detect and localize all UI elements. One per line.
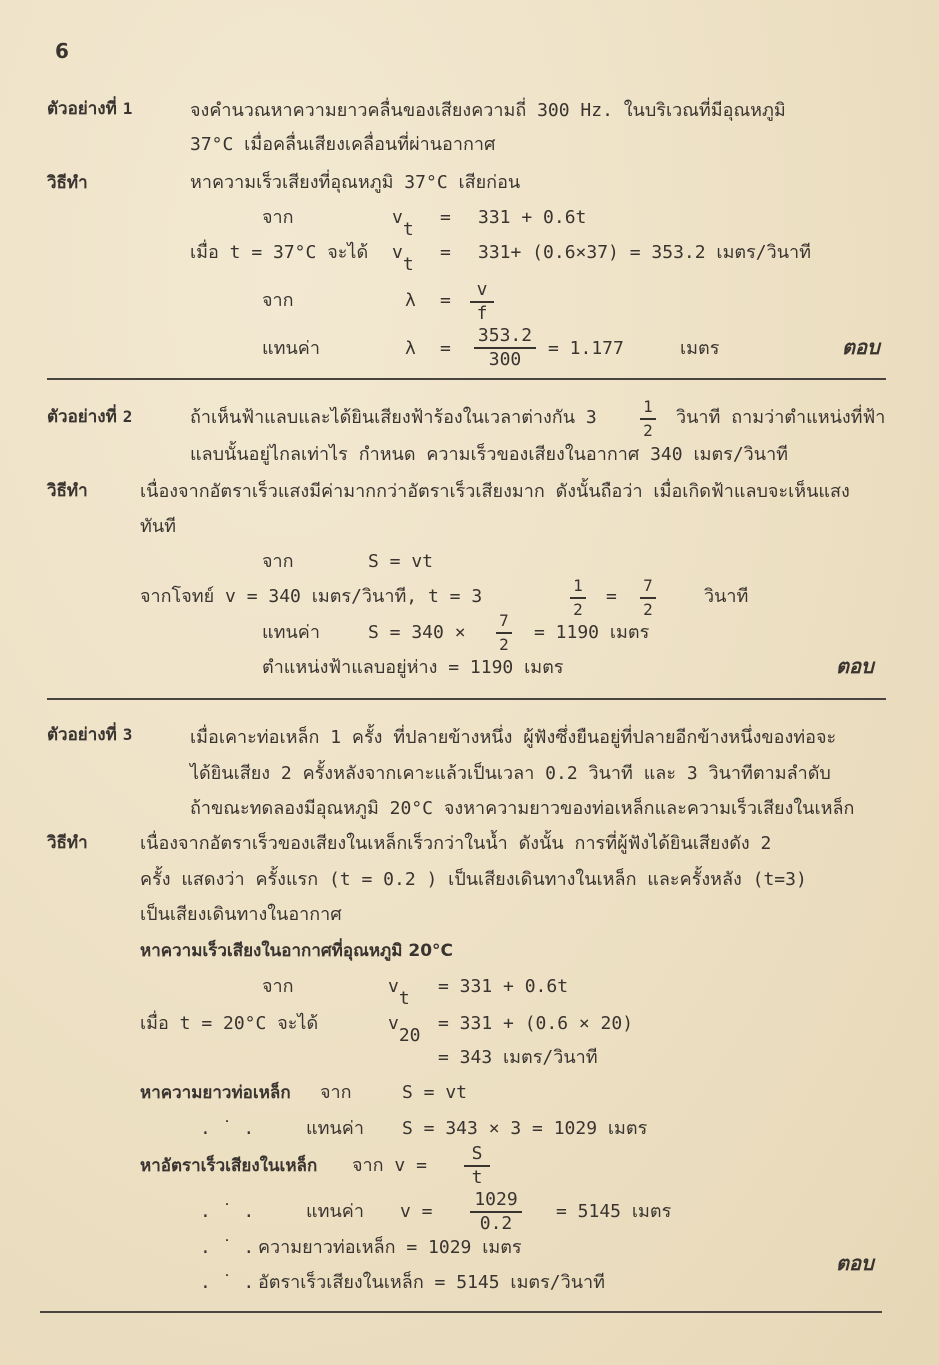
example-label-text: ตัวอย่างที่ — [47, 407, 117, 427]
ex2-given-line: จากโจทย์ v = 340 เมตร/วินาที, t = 3 — [140, 586, 483, 607]
ex2-solution-line-2: ทันที — [140, 516, 177, 537]
ex1-formula-1: 331 + 0.6t — [478, 207, 587, 228]
ex2-half-fraction-2 — [570, 576, 586, 620]
fraction-denominator: 2 — [643, 599, 653, 619]
ex1-velocity-symbol-2 — [392, 242, 414, 275]
ex3-substitute-label-2: แทนค่า — [306, 1201, 364, 1222]
ex2-question-line-1b: วินาที ถามว่าตำแหน่งที่ฟ้า — [676, 407, 886, 428]
ex2-given-unit: วินาที — [704, 586, 749, 607]
fraction-bar — [570, 597, 586, 599]
example-1-label — [47, 98, 132, 120]
ex1-question-line-2: 37°C เมื่อคลื่นเสียงเคลื่อนที่ผ่านอากาศ — [190, 134, 496, 155]
fraction-numerator: 1029 — [474, 1189, 518, 1210]
ex3-substitute-label: แทนค่า — [306, 1118, 364, 1139]
fraction-denominator: 2 — [643, 420, 653, 440]
ex1-equals-3: = — [440, 290, 451, 311]
fraction-bar — [640, 597, 656, 599]
ex1-equals-4: = — [440, 338, 451, 359]
ex1-lambda-2: λ — [405, 338, 416, 359]
ex3-fraction-s-over-t — [464, 1144, 490, 1188]
ex3-when-label: เมื่อ t = 20°C จะได้ — [140, 1013, 319, 1034]
fraction-numerator: 1 — [573, 576, 583, 595]
ex3-velocity-20-symbol — [388, 1013, 421, 1046]
fraction-numerator: v — [476, 279, 488, 300]
v-symbol: v — [388, 976, 399, 997]
fraction-denominator: 300 — [488, 348, 522, 370]
t-subscript: t — [402, 254, 414, 275]
ex3-conclusion-2: อัตราเร็วเสียงในเหล็ก = 5145 เมตร/วินาที — [258, 1272, 606, 1293]
ex1-answer-label: ตอบ — [842, 335, 880, 359]
ex1-velocity-symbol — [392, 207, 414, 240]
fraction-numerator: 7 — [499, 611, 509, 630]
fraction-numerator: S — [471, 1143, 483, 1164]
ex3-solution-label: วิธีทำ — [47, 833, 88, 853]
ex1-formula-2: 331+ (0.6×37) = 353.2 เมตร/วินาที — [478, 242, 812, 263]
example-number: 1 — [122, 99, 133, 118]
ex1-fraction-v-over-f — [470, 280, 494, 324]
ex2-seven-halves-2 — [496, 611, 512, 655]
ex1-fraction-wavelength — [474, 326, 536, 370]
ex3-from-label-2: จาก — [320, 1082, 352, 1103]
example-label-text: ตัวอย่างที่ — [47, 99, 117, 119]
ex2-question-line-1a: ถ้าเห็นฟ้าแลบและได้ยินเสียงฟ้าร้องในเวลาต่างกัน 3 — [190, 407, 597, 428]
ex2-substitute-label: แทนค่า — [262, 622, 320, 643]
fraction-numerator: 353.2 — [477, 325, 533, 346]
ex2-solution-line-1: เนื่องจากอัตราเร็วแสงมีค่ามากกว่าอัตราเร็วเสียงมาก ดังนั้นถือว่า เมื่อเกิดฟ้าแลบจะเห็นแสง — [140, 481, 850, 502]
v-symbol: v — [392, 242, 403, 263]
ex3-question-line-1: เมื่อเคาะท่อเหล็ก 1 ครั้ง ที่ปลายข้างหนึ่ง ผู้ฟังซึ่งยืนอยู่ที่ปลายอีกข้างหนึ่งของท่อจะ — [190, 727, 837, 748]
ex3-answer-label: ตอบ — [836, 1251, 874, 1275]
ex3-formula-2: = 331 + (0.6 × 20) — [438, 1013, 634, 1034]
ex1-equals: = — [440, 207, 451, 228]
t-subscript: t — [402, 219, 414, 240]
ex2-half-fraction — [640, 397, 656, 441]
example-3-label — [47, 724, 132, 746]
example-label-text: ตัวอย่างที่ — [47, 725, 117, 745]
ex3-question-line-2: ได้ยินเสียง 2 ครั้งหลังจากเคาะแล้วเป็นเวลา 0.2 วินาที และ 3 วินาทีตามลำดับ — [190, 763, 831, 784]
ex1-solution-label: วิธีทำ — [47, 173, 88, 193]
ex3-solution-line-2: ครั้ง แสดงว่า ครั้งแรก (t = 0.2 ) เป็นเสียงเดินทางในเหล็ก และครั้งหลัง (t=3) — [140, 869, 807, 890]
divider-1 — [47, 378, 886, 380]
therefore-symbol-2: . ˙ . — [200, 1201, 255, 1222]
ex3-from-label-3: จาก v = — [352, 1155, 427, 1176]
fraction-bar — [640, 418, 656, 420]
ex2-position-line: ตำแหน่งฟ้าแลบอยู่ห่าง = 1190 เมตร — [262, 657, 564, 678]
ex1-question-line-1: จงคำนวณหาความยาวคลื่นของเสียงความถี่ 300 Hz. ในบริเวณที่มีอุณหภูมิ — [190, 100, 786, 121]
ex3-heading-air-speed: หาความเร็วเสียงในอากาศที่อุณหภูมิ 20°C — [140, 941, 454, 961]
therefore-symbol: . ˙ . — [200, 1118, 255, 1139]
ex3-formula-4: S = vt — [402, 1082, 468, 1103]
ex3-heading-steel-speed: หาอัตราเร็วเสียงในเหล็ก — [140, 1156, 318, 1176]
ex2-question-line-2: แลบนั้นอยู่ไกลเท่าไร กำหนด ความเร็วของเสียงในอากาศ 340 เมตร/วินาที — [190, 444, 789, 465]
ex3-formula-5: S = 343 × 3 = 1029 เมตร — [402, 1118, 648, 1139]
example-2-label — [47, 406, 132, 428]
therefore-symbol-3: . ˙ . — [200, 1237, 255, 1258]
ex1-result: = 1.177 — [548, 338, 624, 359]
ex2-formula-2-result: = 1190 เมตร — [534, 622, 650, 643]
divider-3 — [40, 1311, 882, 1313]
ex3-from-label: จาก — [262, 976, 294, 997]
t-subscript: t — [398, 988, 410, 1009]
ex2-answer-label: ตอบ — [836, 654, 874, 678]
page-number: 6 — [55, 39, 69, 63]
ex2-given-equals: = — [606, 586, 617, 607]
ex1-from-label: จาก — [262, 207, 294, 228]
therefore-symbol-4: . ˙ . — [200, 1272, 255, 1293]
20-subscript: 20 — [398, 1025, 421, 1046]
ex1-substitute-label: แทนค่า — [262, 338, 320, 359]
ex3-solution-line-3: เป็นเสียงเดินทางในอากาศ — [140, 904, 342, 925]
ex1-lambda: λ — [405, 290, 416, 311]
ex3-speed-result: = 5145 เมตร — [556, 1201, 672, 1222]
fraction-numerator: 7 — [643, 576, 653, 595]
ex2-from-label: จาก — [262, 551, 294, 572]
ex1-when-label: เมื่อ t = 37°C จะได้ — [190, 242, 369, 263]
ex1-from-label-2: จาก — [262, 290, 294, 311]
fraction-denominator: t — [471, 1166, 483, 1188]
fraction-denominator: 2 — [499, 634, 509, 654]
ex3-v-equals: v = — [400, 1201, 433, 1222]
ex3-solution-line-1: เนื่องจากอัตราเร็วของเสียงในเหล็กเร็วกว่าในน้ำ ดังนั้น การที่ผู้ฟังได้ยินเสียงดัง 2 — [140, 833, 772, 854]
fraction-bar — [496, 632, 512, 634]
fraction-denominator: f — [476, 302, 488, 324]
ex3-conclusion-1: ความยาวท่อเหล็ก = 1029 เมตร — [258, 1237, 522, 1258]
ex3-velocity-symbol — [388, 976, 410, 1009]
fraction-numerator: 1 — [643, 397, 653, 416]
fraction-denominator: 0.2 — [479, 1212, 513, 1234]
ex2-seven-halves — [640, 576, 656, 620]
ex3-formula-1: = 331 + 0.6t — [438, 976, 569, 997]
example-number: 3 — [122, 725, 133, 744]
fraction-denominator: 2 — [573, 599, 583, 619]
ex3-question-line-3: ถ้าขณะทดลองมีอุณหภูมิ 20°C จงหาความยาวของท่อเหล็กและความเร็วเสียงในเหล็ก — [190, 798, 855, 819]
ex1-solution-line-1: หาความเร็วเสียงที่อุณหภูมิ 37°C เสียก่อน — [190, 172, 521, 193]
v-symbol: v — [388, 1013, 399, 1034]
ex2-formula-1: S = vt — [368, 551, 434, 572]
v-symbol: v — [392, 207, 403, 228]
ex2-solution-label: วิธีทำ — [47, 481, 88, 501]
ex3-fraction-speed — [470, 1190, 522, 1234]
ex1-unit: เมตร — [680, 338, 720, 359]
ex3-heading-pipe-length: หาความยาวท่อเหล็ก — [140, 1083, 291, 1103]
example-number: 2 — [122, 407, 133, 426]
ex1-equals-2: = — [440, 242, 451, 263]
ex2-formula-2: S = 340 × — [368, 622, 466, 643]
ex3-formula-3: = 343 เมตร/วินาที — [438, 1047, 598, 1068]
divider-2 — [47, 698, 886, 700]
